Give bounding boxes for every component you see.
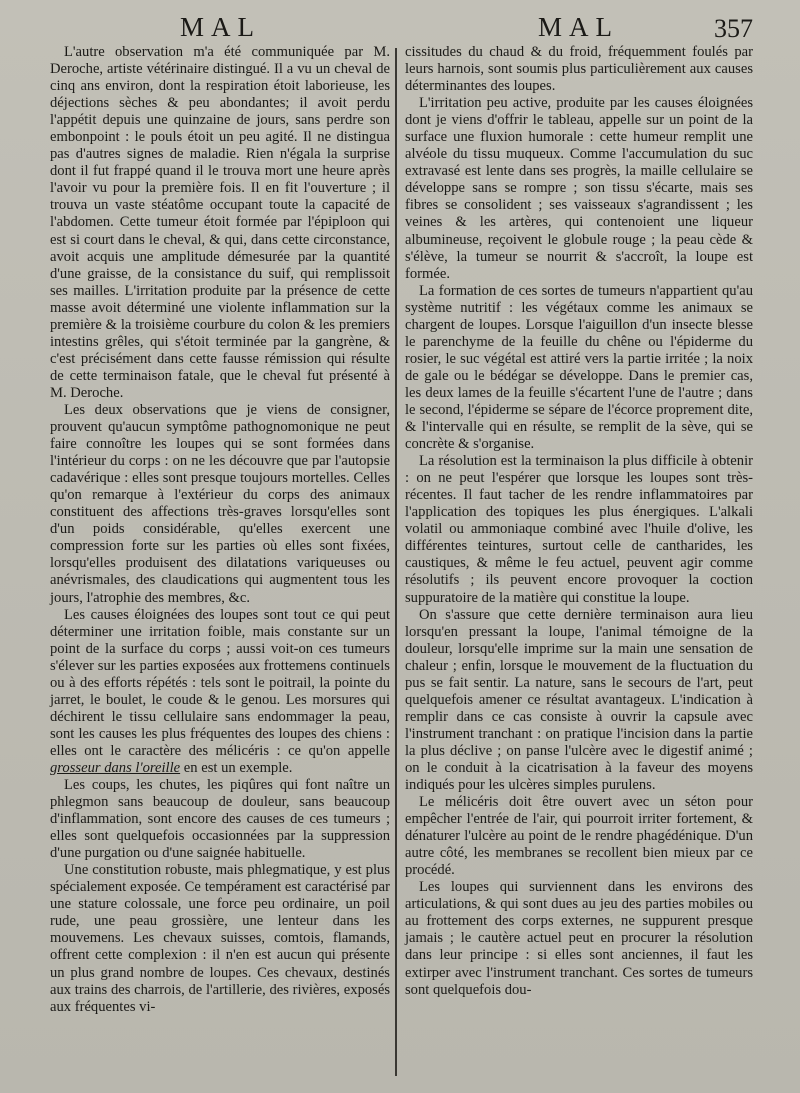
column-divider (395, 48, 397, 1076)
paragraph-text: en est un exemple. (183, 759, 293, 776)
paragraph-text: Les causes éloignées des loupes sont tout ce qui peut déterminer une irritation foible, mais constante sur un point de la surface du corps ; aussi voit-on ces tumeurs s'élever sur les parties exposées aux frottemens continuels ou à des efforts répétés : tels sont le poitrail, la pointe du jarret, le boulet, le coude & le genou. Les morsures qui déchirent le tissu cellulaire sans endommager la peau, sont les causes les plus fréquentes des loupes des chiens : elles ont le caractère des mélicéris : ce qu'on appelle (50, 606, 390, 759)
left-column (50, 44, 390, 1016)
right-column (405, 44, 753, 999)
paragraph-continued: cissitudes du chaud & du froid, fréquemment foulés par leurs harnois, sont soumis plus particulièrement aux causes déterminantes des loupes. (405, 44, 753, 95)
paragraph: La formation de ces sortes de tumeurs n'appartient qu'au système nutritif : les végétaux comme les animaux se chargent de loupes. Lorsque l'aiguillon d'un insecte blesse le parenchyme de la feuille du chêne ou l'épiderme du rosier, le suc végétal est attiré vers la partie irritée ; la noix de gale ou le bédégar se développe. Dans le premier cas, les deux lames de la feuille s'écartent l'une de l'autre ; dans le second, l'épiderme se sépare de l'écorce proprement dite, & l'intervalle qui en résulte, se remplit de la sève, qui se concrète & s'organise. (405, 282, 753, 453)
page-number: 357 (714, 14, 753, 43)
header-left-title: MAL (180, 12, 261, 42)
paragraph (50, 607, 390, 777)
paragraph: Les loupes qui surviennent dans les environs des articulations, & qui sont dues au jeu des parties mobiles ou au frottement des corps externes, ne suppurent presque jamais ; le cautère actuel peut en procurer la résolution dans leur principe : si elles sont anciennes, il faut les extirper avec l'instrument tranchant. Ces sortes de tumeurs sont quelquefois dou- (405, 879, 753, 998)
paragraph: La résolution est la terminaison la plus difficile à obtenir : on ne peut l'espérer que lorsque les loupes sont très-récentes. Il faut tacher de les rendre inflammatoires par l'application des topiques les plus énergiques. L'alkali volatil ou ammoniaque combiné avec l'huile d'olive, les différentes teintures, surtout celle de cantharides, les caustiques, & même le feu actuel, peuvent agir comme résolutifs ; ils peuvent encore provoquer la coction suppuratoire de la matière qui constitue la loupe. (405, 453, 753, 606)
running-header (0, 12, 800, 48)
paragraph: L'irritation peu active, produite par les causes éloignées dont je viens d'offrir le tableau, appelle sur un point de la surface une fluxion humorale : cette humeur remplit une alvéole du tissu muqueux. Comme l'accumulation du suc extravasé est lente dans ses progrès, la maille cellulaire se développe sans se rompre ; son tissu s'écarte, mais ses fibres se consolident ; ses vaisseaux s'agrandissent ; les veines & les artères, qui contenoient une liqueur albumineuse, reçoivent le globule rouge ; la peau cède & s'élève, la tumeur se nourrit & s'accroît, la loupe est formée. (405, 95, 753, 282)
paragraph: Le mélicéris doit être ouvert avec un séton pour empêcher l'entrée de l'air, qui pourroit irriter fortement, & dénaturer l'ulcère au point de le rendre phagédénique. D'un autre côté, les membranes se recollent bien mieux par ce procédé. (405, 794, 753, 879)
paragraph: Les coups, les chutes, les piqûres qui font naître un phlegmon sans beaucoup de douleur, sans beaucoup d'inflammation, sont encore des causes de ces tumeurs ; elles sont quelquefois occasionnées par la suppression d'une purgation ou d'une saignée habituelle. (50, 777, 390, 862)
paragraph: L'autre observation m'a été communiquée par M. Deroche, artiste vétérinaire distingué. Il a vu un cheval de cinq ans environ, dont la respiration étoit laborieuse, les déjections sèches & peu abondantes; il avoit perdu l'appétit depuis une quinzaine de jours, sans perdre son embonpoint : le pouls étoit un peu agité. Il ne distingua pas d'autres signes de maladie. Rien n'égala la surprise dont il fut frappé quand il le trouva mort une heure après l'avoir vu pour la première fois. Il en fit l'ouverture ; il trouva un vaste stéatôme occupant toute la capacité de l'abdomen. Cette tumeur étoit formée par l'épiploon qui est si court dans le cheval, & qui, dans cette circonstance, avoit acquis une amplitude démesurée par la quantité d'une graisse, de la consistance du suif, qui remplissoit ses mailles. L'irritation produite par la présence de cette masse avoit déterminé une violente inflammation sur la première & la troisième courbure du colon & les premiers intestins grêles, qui s'étoit terminée par la gangrène, & c'est précisément dans cette fausse rémission qui résulte de cette terminaison fatale, que le cheval fut présenté à M. Deroche. (50, 44, 390, 401)
paragraph: On s'assure que cette dernière terminaison aura lieu lorsqu'en pressant la loupe, l'animal témoigne de la douleur, lorsqu'elle imprime sur la main une sensation de chaleur ; enfin, lorsque le mouvement de la fluctuation du pus se fait sentir. La nature, sans le secours de l'art, peut quelquefois amener ce résultat avantageux. L'indication à remplir dans ce cas consiste à ouvrir la capsule avec l'instrument tranchant : on pratique l'incision dans la partie la plus déclive ; on panse l'ulcère avec le digestif animé ; on le conduit à la cicatrisation à la faveur des moyens indiqués pour les ulcères simples purulens. (405, 606, 753, 794)
paragraph: Les deux observations que je viens de consigner, prouvent qu'aucun symptôme pathognomonique ne peut faire connoître les loupes qui se sont formées dans l'intérieur du corps : on ne les découvre que par l'autopsie cadavérique : elles sont presque toujours mortelles. Celles qu'on remarque à l'extérieur du corps des animaux constituent des affections très-graves lorsqu'elles sont d'un poids considérable, qu'elles exercent une compression forte sur les parties où elles sont fixées, lorsqu'elles produisent des dilatations variqueuses ou anévrismales, des claudications qui augmentent tous les jours, l'atrophie des membres, &c. (50, 401, 390, 606)
header-right-title: MAL (538, 12, 619, 42)
paragraph: Une constitution robuste, mais phlegmatique, y est plus spécialement exposée. Ce tempérament est caractérisé par une stature colossale, une force peu ordinaire, un poil rude, une peau grossière, une lenteur dans les mouvemens. Les chevaux suisses, comtois, flamands, offrent cette complexion : il n'en est aucun qui présente un plus grand nombre de loupes. Ces chevaux, destinés aux trains des charrois, de l'artillerie, des rivières, exposés aux fréquentes vi- (50, 862, 390, 1015)
italic-term: grosseur dans l'oreille (50, 759, 181, 776)
